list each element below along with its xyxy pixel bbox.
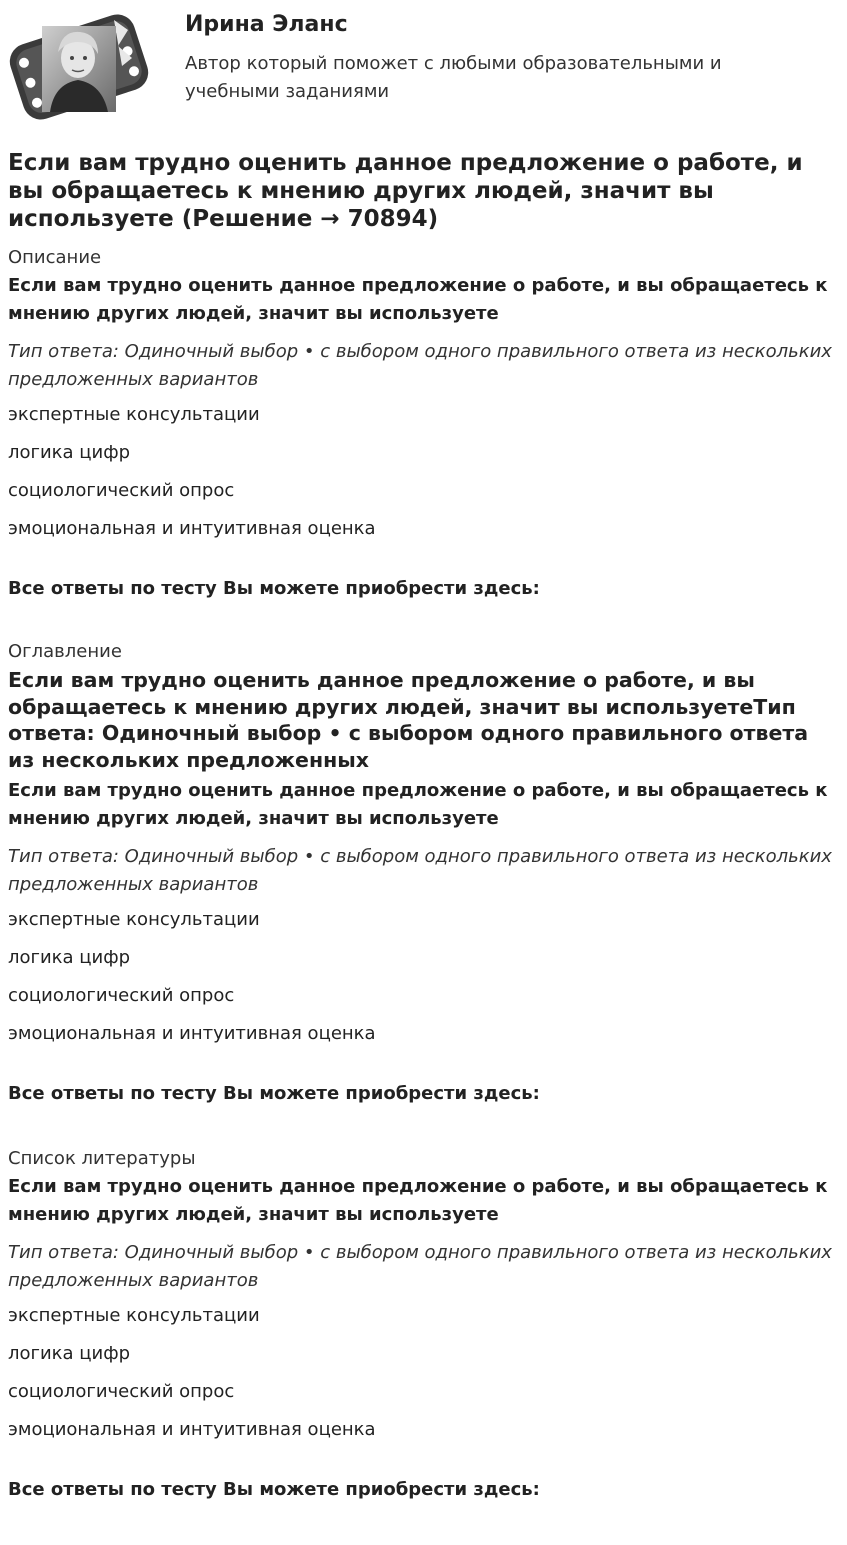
options-list: [8, 404, 838, 540]
toc-heading: Если вам трудно оценить данное предложение о работе, и вы обращаетесь к мнению других людей, значит вы используетеТип ответа: Одиночный выбор • с выбором одного правильного ответа из нескольких предложенных: [8, 668, 809, 772]
question-text: Если вам трудно оценить данное предложение о работе, и вы обращаетесь к мнению других людей, значит вы используете: [8, 780, 828, 829]
page-title: Если вам трудно оценить данное предложение о работе, и вы обращаетесь к мнению других людей, значит вы используете (Решение → 70894): [8, 150, 803, 232]
option-item: экспертные консультации: [8, 404, 260, 425]
toc-section: [8, 641, 838, 1105]
options-list: [8, 909, 838, 1045]
option-item: логика цифр: [8, 1343, 131, 1364]
buy-answers-text: Все ответы по тесту Вы можете приобрести здесь:: [8, 1479, 540, 1500]
option-item: эмоциональная и интуитивная оценка: [8, 518, 376, 539]
author-name: Ирина Эланс: [185, 12, 348, 37]
section-label: Оглавление: [8, 641, 122, 662]
author-header: [0, 0, 847, 135]
option-item: экспертные консультации: [8, 909, 260, 930]
question-text: Если вам трудно оценить данное предложение о работе, и вы обращаетесь к мнению других людей, значит вы используете: [8, 1176, 828, 1225]
question-text: Если вам трудно оценить данное предложение о работе, и вы обращаетесь к мнению других людей, значит вы используете: [8, 275, 828, 324]
section-label: Описание: [8, 247, 102, 268]
option-item: эмоциональная и интуитивная оценка: [8, 1023, 376, 1044]
option-item: эмоциональная и интуитивная оценка: [8, 1419, 376, 1440]
answer-type: Тип ответа: Одиночный выбор • с выбором одного правильного ответа из нескольких предложенных вариантов: [8, 341, 832, 390]
option-item: социологический опрос: [8, 480, 235, 501]
literature-section: [8, 1148, 838, 1501]
option-item: социологический опрос: [8, 985, 235, 1006]
author-avatar: [6, 6, 152, 128]
option-item: социологический опрос: [8, 1381, 235, 1402]
options-list: [8, 1305, 838, 1441]
buy-answers-text: Все ответы по тесту Вы можете приобрести здесь:: [8, 1083, 540, 1104]
answer-type: Тип ответа: Одиночный выбор • с выбором одного правильного ответа из нескольких предложенных вариантов: [8, 846, 832, 895]
option-item: логика цифр: [8, 947, 131, 968]
option-item: экспертные консультации: [8, 1305, 260, 1326]
description-section: [8, 247, 838, 600]
buy-answers-text: Все ответы по тесту Вы можете приобрести здесь:: [8, 578, 540, 599]
option-item: логика цифр: [8, 442, 131, 463]
answer-type: Тип ответа: Одиночный выбор • с выбором одного правильного ответа из нескольких предложенных вариантов: [8, 1242, 832, 1291]
author-description: Автор который поможет с любыми образовательными и учебными заданиями: [185, 53, 722, 102]
section-label: Список литературы: [8, 1148, 196, 1169]
